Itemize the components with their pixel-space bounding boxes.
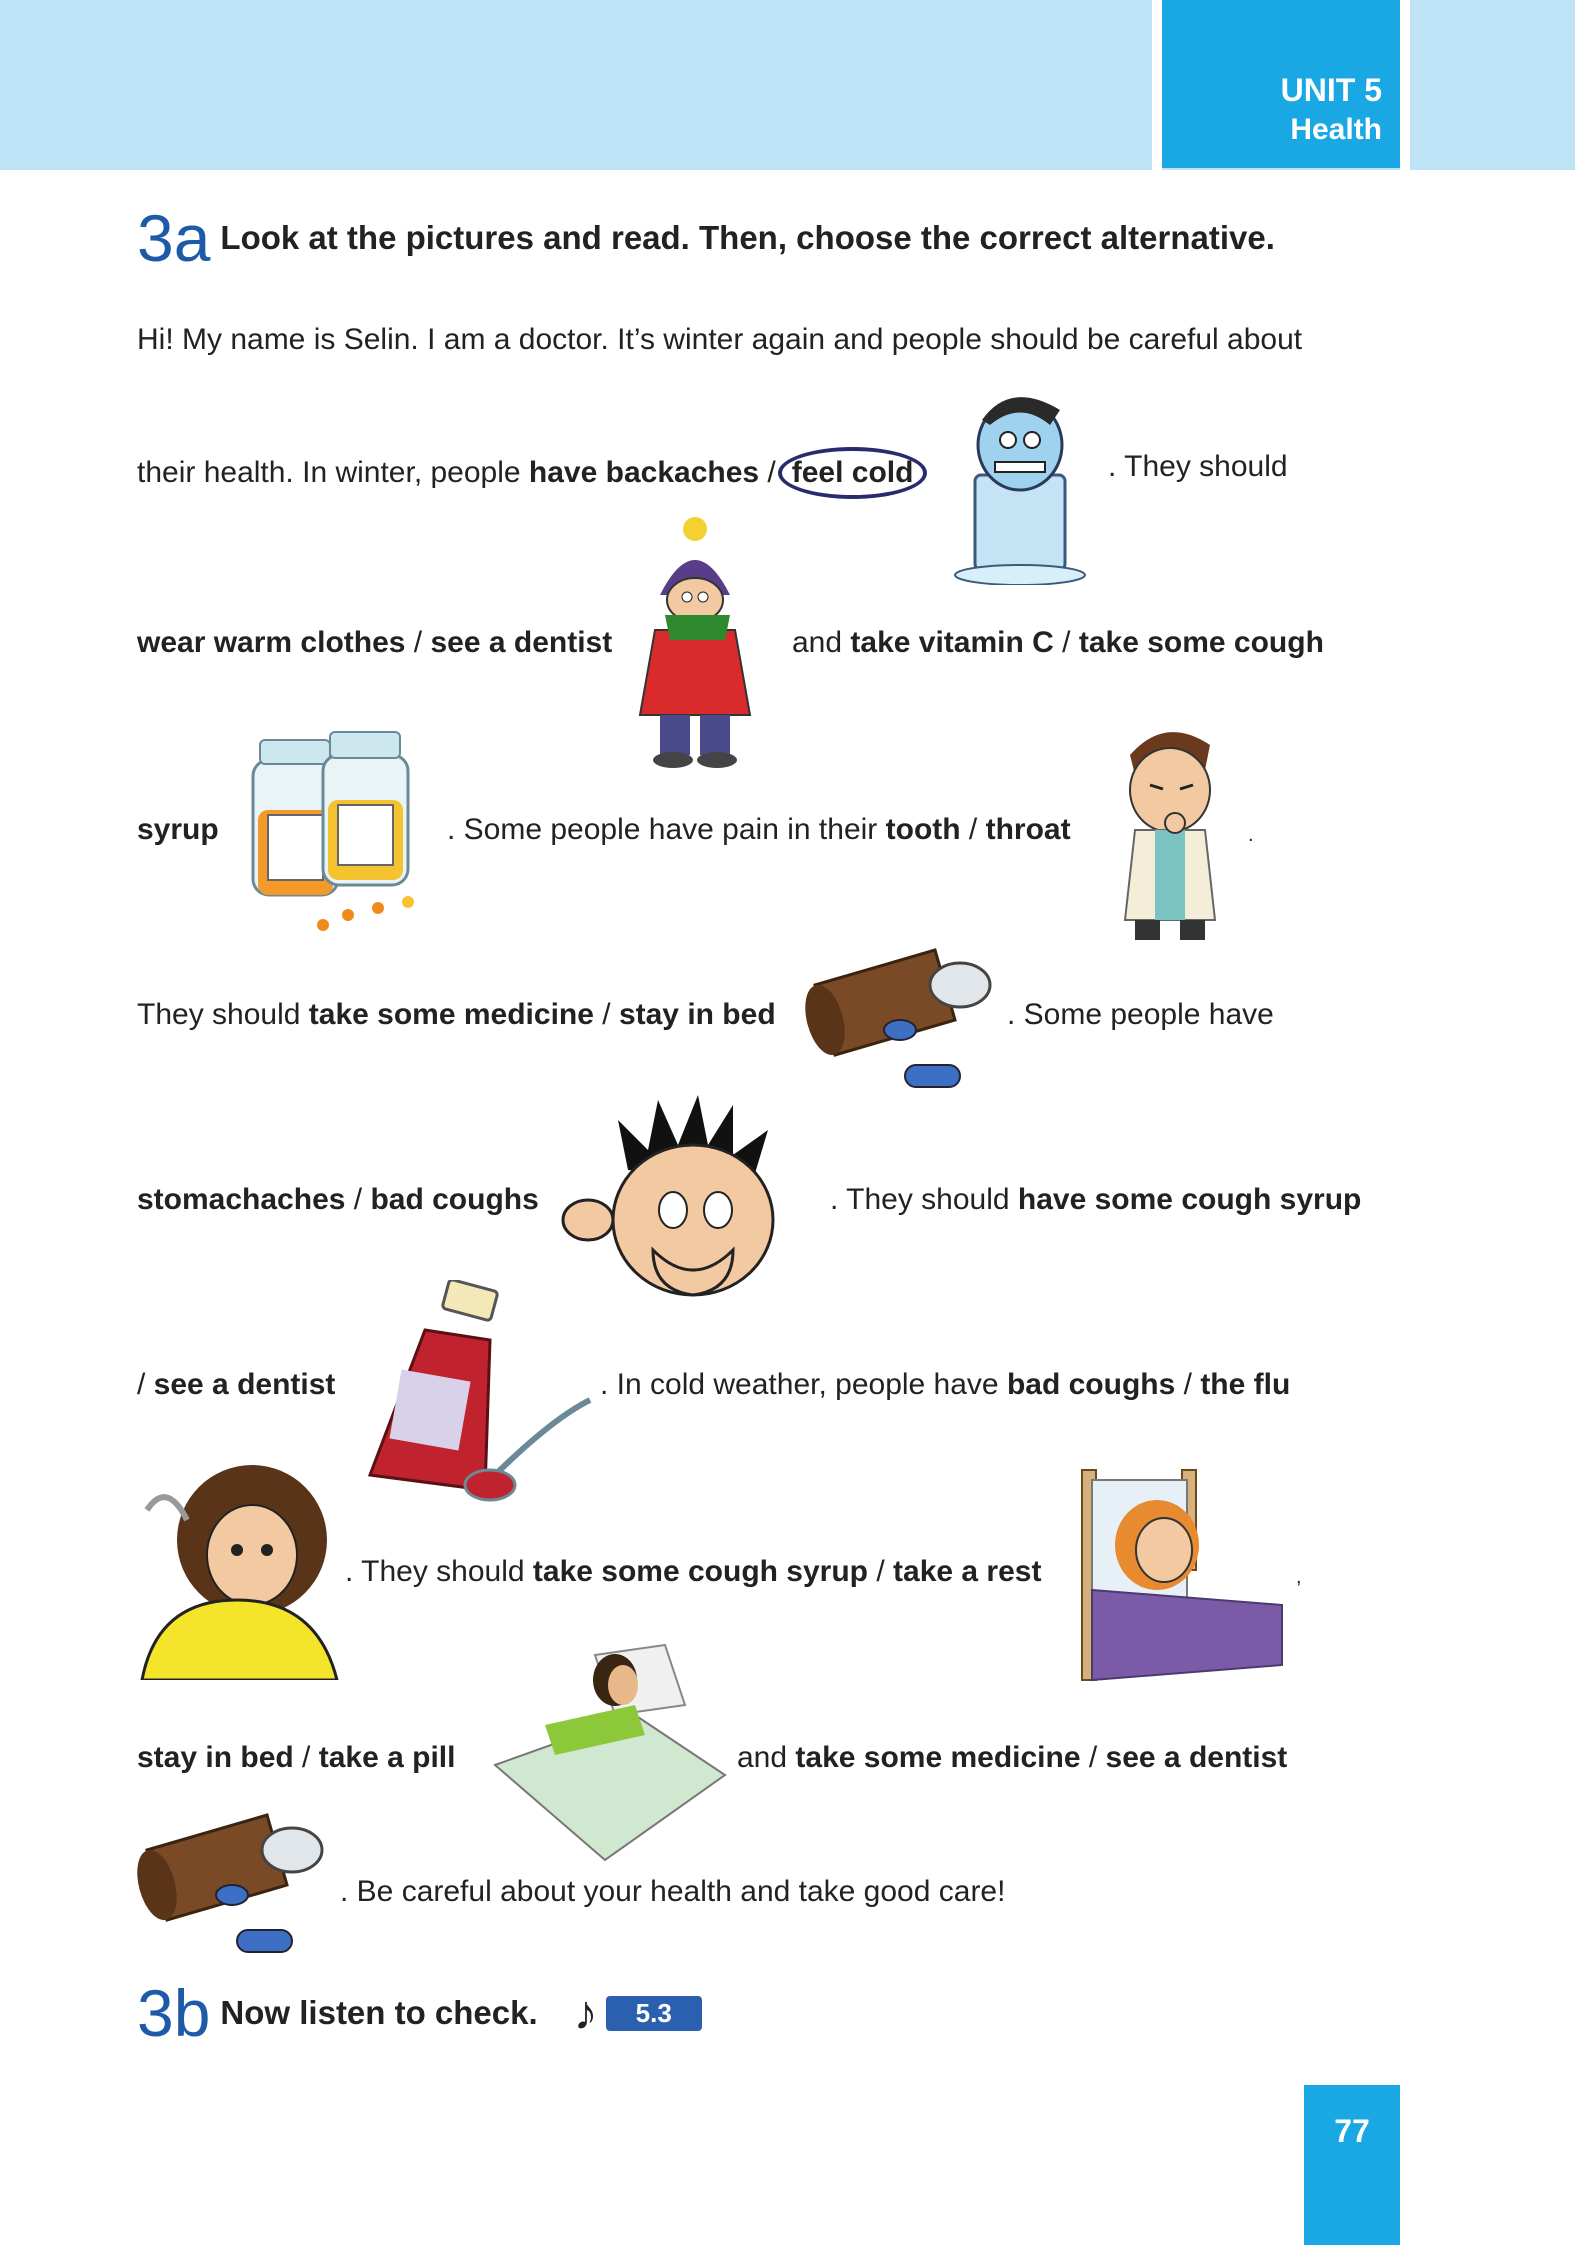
option-take-some-cough-syrup[interactable]: take some cough syrup (532, 1555, 869, 1588)
header-divider (1152, 0, 1162, 170)
pill-bottle-icon (137, 1800, 337, 1970)
flu-girl-icon (137, 1450, 342, 1680)
text-segment: / (1053, 626, 1079, 659)
pill-bottle-icon (805, 935, 1005, 1105)
winter-clothes-child-icon (635, 515, 780, 770)
text-line-3 (137, 623, 612, 663)
exercise-3b-title (137, 1975, 702, 2055)
page-number: 77 (1304, 2085, 1400, 2245)
text-line-10 (340, 1872, 1005, 1912)
text-line-3-end (792, 623, 1324, 663)
text-line-8-end (1296, 1557, 1302, 1597)
option-take-a-rest[interactable]: take a rest (893, 1555, 1042, 1588)
text-segment: Hi! My name is Selin. I am a doctor. It’s winter again and people should be careful about (137, 323, 1303, 356)
text-line-5 (137, 995, 776, 1035)
unit-label-box (1162, 0, 1400, 168)
text-segment: / (345, 1183, 371, 1216)
text-segment: / (593, 998, 619, 1031)
text-segment: . They should (830, 1183, 1018, 1216)
text-line-5-end (1007, 995, 1274, 1035)
text-line-6 (137, 1180, 539, 1220)
text-line-8 (345, 1552, 1041, 1592)
text-segment: . They should (345, 1555, 533, 1588)
resting-woman-icon (485, 1625, 730, 1865)
text-segment: / (1080, 1741, 1106, 1774)
option-see-a-dentist[interactable]: see a dentist (153, 1368, 336, 1401)
option-have-backaches[interactable]: have backaches (528, 456, 760, 489)
text-segment: . Some people have pain in their (447, 813, 886, 846)
option-the-flu[interactable]: the flu (1200, 1368, 1291, 1401)
option-stay-in-bed[interactable]: stay in bed (137, 1741, 294, 1774)
text-segment: , (1296, 1566, 1302, 1588)
text-line-9-end (737, 1738, 1287, 1778)
audio-track-badge[interactable]: 5.3 (606, 1996, 702, 2031)
sick-woman-in-bed-icon (1072, 1450, 1292, 1685)
option-see-a-dentist[interactable]: see a dentist (430, 626, 613, 659)
text-segment: . They should (1108, 450, 1288, 483)
text-line-9 (137, 1738, 455, 1778)
text-line-6-end (830, 1180, 1361, 1220)
text-line-7-end (600, 1365, 1290, 1405)
text-segment: / (405, 626, 431, 659)
option-tooth[interactable]: tooth (885, 813, 961, 846)
text-line-7 (137, 1365, 335, 1405)
text-segment: / (137, 1368, 154, 1401)
text-line-4 (137, 810, 219, 850)
text-segment: and (737, 1741, 796, 1774)
option-have-some-cough-syrup[interactable]: have some cough syrup (1017, 1183, 1362, 1216)
option-wear-warm-clothes[interactable]: wear warm clothes (137, 626, 406, 659)
text-line-2-end (1108, 447, 1288, 487)
exercise-number: 3b (137, 1976, 211, 2050)
option-take-a-pill[interactable]: take a pill (318, 1741, 456, 1774)
text-line-1 (137, 320, 1302, 360)
text-segment: . In cold weather, people have (600, 1368, 1007, 1401)
frozen-man-icon (950, 380, 1100, 585)
text-segment: . (1248, 824, 1254, 846)
exercise-number: 3a (137, 201, 211, 275)
option-stay-in-bed[interactable]: stay in bed (618, 998, 776, 1031)
unit-number: UNIT 5 (1280, 72, 1382, 108)
exercise-instruction: Now listen to check. (220, 1994, 538, 2031)
option-bad-coughs[interactable]: bad coughs (370, 1183, 539, 1216)
option-syrup[interactable]: syrup (137, 813, 219, 846)
text-segment: / (1175, 1368, 1201, 1401)
text-segment: . Be careful about your health and take good care! (340, 1875, 1006, 1908)
text-line-2 (137, 447, 927, 499)
unit-subject: Health (1290, 113, 1382, 146)
text-segment: / (868, 1555, 894, 1588)
text-line-4-end (1248, 815, 1254, 855)
option-take-some-medicine[interactable]: take some medicine (308, 998, 594, 1031)
exercise-instruction: Look at the pictures and read. Then, choose the correct alternative. (220, 219, 1275, 256)
text-segment: / (293, 1741, 319, 1774)
text-segment: . Some people have (1007, 998, 1274, 1031)
text-segment: / (759, 456, 776, 489)
option-take-some-medicine[interactable]: take some medicine (795, 1741, 1081, 1774)
option-see-a-dentist[interactable]: see a dentist (1105, 1741, 1288, 1774)
text-segment: / (960, 813, 986, 846)
text-line-4-middle (447, 810, 1071, 850)
option-throat[interactable]: throat (985, 813, 1071, 846)
vitamin-bottles-icon (228, 720, 443, 940)
option-stomachaches[interactable]: stomachaches (137, 1183, 346, 1216)
text-segment: their health. In winter, people (137, 456, 529, 489)
option-feel-cold-circled[interactable]: feel cold (778, 447, 928, 499)
option-bad-coughs[interactable]: bad coughs (1006, 1368, 1176, 1401)
cough-syrup-icon (350, 1280, 600, 1510)
option-take-some-cough[interactable]: take some cough (1078, 626, 1324, 659)
text-segment: and (792, 626, 851, 659)
header-divider (1400, 0, 1410, 170)
option-take-vitamin-c[interactable]: take vitamin C (850, 626, 1054, 659)
text-segment: They should (137, 998, 309, 1031)
music-note-icon[interactable]: ♪ (573, 1986, 598, 2040)
sore-throat-man-icon (1095, 715, 1245, 945)
exercise-3a-title (137, 200, 1275, 280)
